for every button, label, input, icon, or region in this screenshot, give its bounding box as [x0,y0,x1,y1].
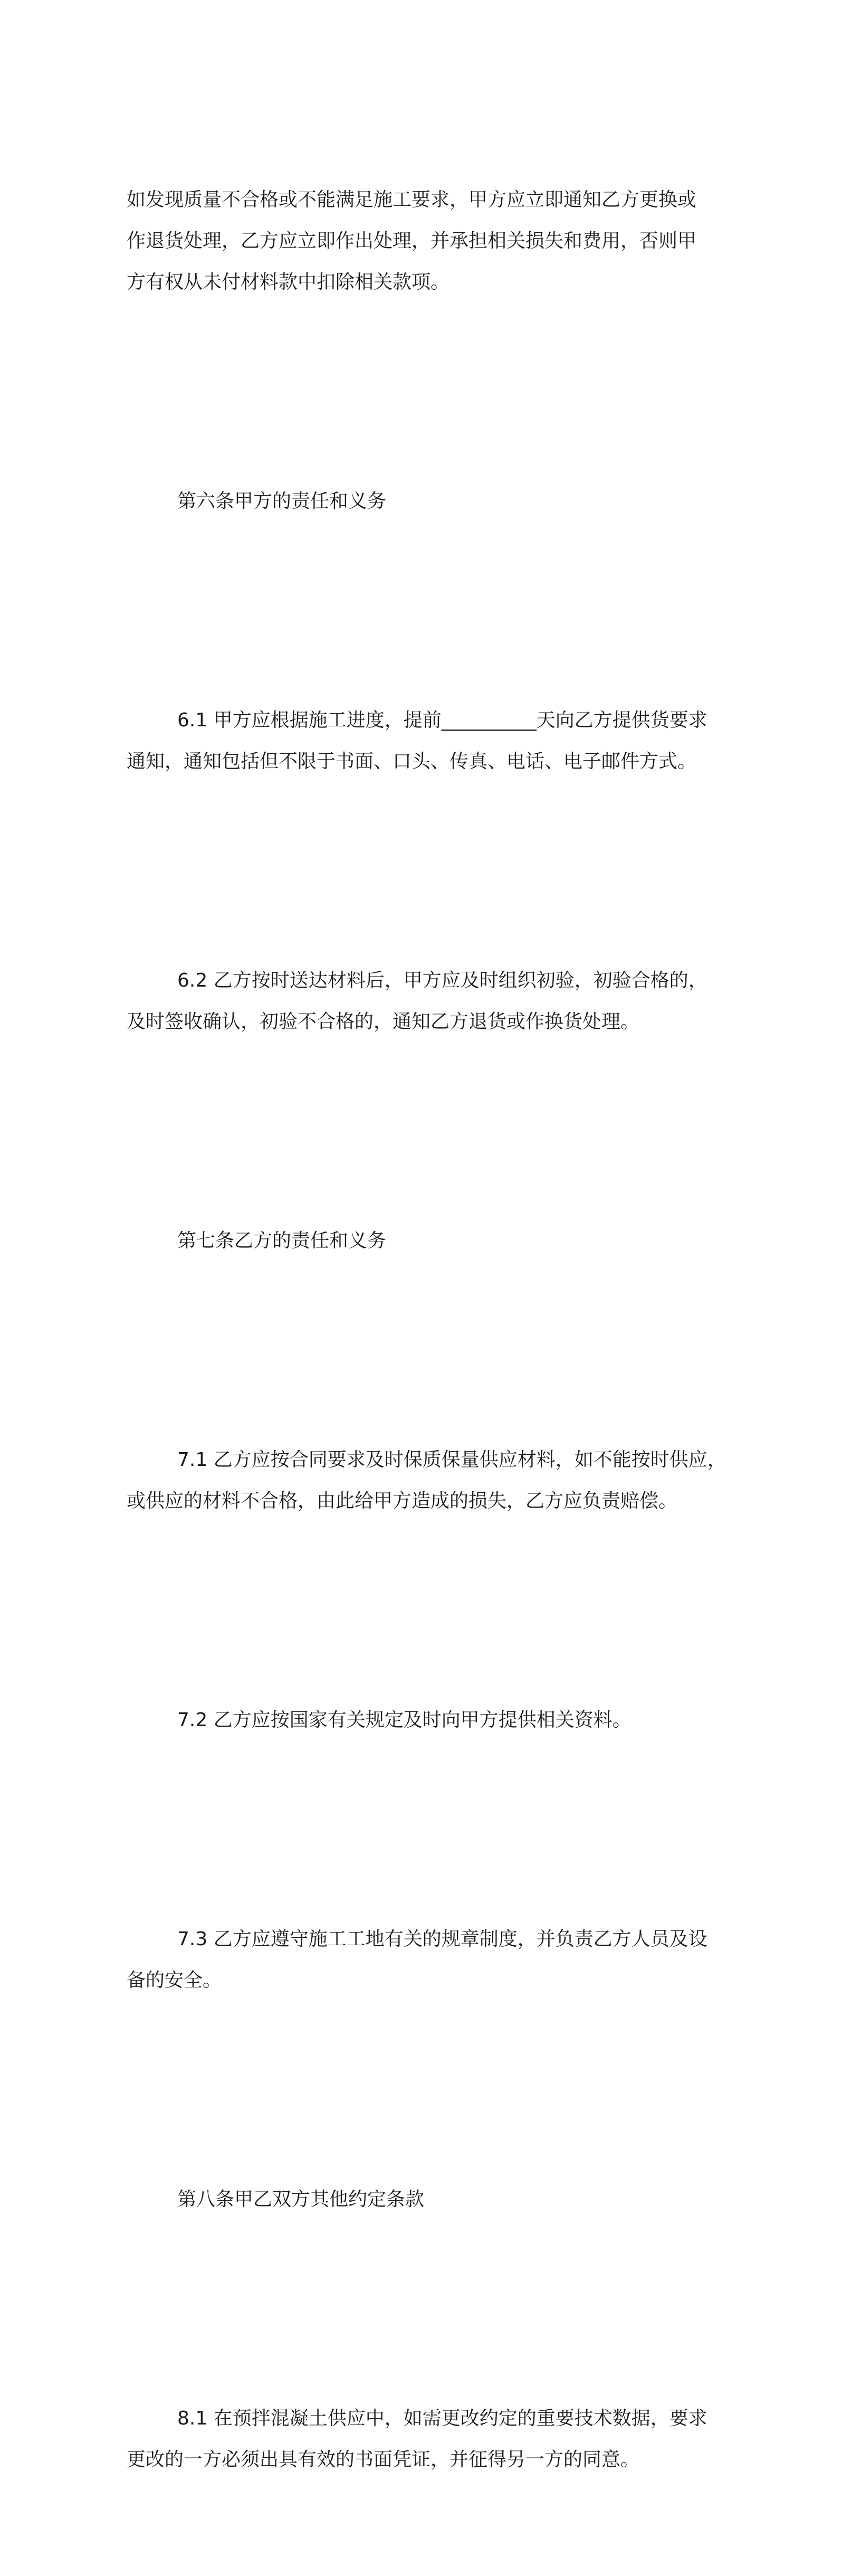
clause-6-2 [127,878,739,1125]
text-line: 备的安全。 [127,1969,222,1991]
text-line: 方有权从未付材料款中扣除相关款项。 [127,271,450,293]
text-line: 及时签收确认，初验不合格的，通知乙方退货或作换货处理。 [127,1011,640,1033]
text-line: 作退货处理，乙方应立即作出处理，并承担相关损失和费用，否则甲 [127,230,697,252]
clause-6-1 [127,618,739,865]
clause-7-2 [127,1617,739,1823]
clause-7-3 [127,1836,739,2083]
document-body [127,97,739,2576]
text-line: 6.2 乙方按时送达材料后，甲方应及时组织初验，初验合格的， [177,970,707,991]
text-line: 7.3 乙方应遵守施工工地有关的规章制度，并负责乙方人员及设 [177,1928,707,1950]
text-line: 更改的一方必须出具有效的书面凭证，并征得另一方的同意。 [127,2449,640,2470]
clause-8-1 [127,2316,739,2563]
heading-text: 第八条甲乙双方其他约定条款 [177,2189,425,2210]
heading-text: 第七条乙方的责任和义务 [177,1230,387,1252]
article-7-heading [127,1138,739,1344]
paragraph-continuation [127,97,739,385]
heading-text: 第六条甲方的责任和义务 [177,490,387,512]
text-line: 8.1 在预拌混凝土供应中，如需更改约定的重要技术数据，要求 [177,2408,707,2429]
article-6-heading [127,399,739,604]
text-line: 7.1 乙方应按合同要求及时保质保量供应材料，如不能按时供应， [177,1449,726,1471]
text-line: 6.1 甲方应根据施工进度，提前__________天向乙方提供货要求 [177,709,707,731]
clause-7-1 [127,1357,739,1604]
text-line: 通知，通知包括但不限于书面、口头、传真、电话、电子邮件方式。 [127,751,697,772]
text-line: 7.2 乙方应按国家有关规定及时向甲方提供相关资料。 [177,1709,632,1731]
text-line: 如发现质量不合格或不能满足施工要求，甲方应立即通知乙方更换或 [127,189,697,211]
text-line: 或供应的材料不合格，由此给甲方造成的损失，乙方应负责赔偿。 [127,1490,678,1512]
article-8-heading [127,2097,739,2303]
